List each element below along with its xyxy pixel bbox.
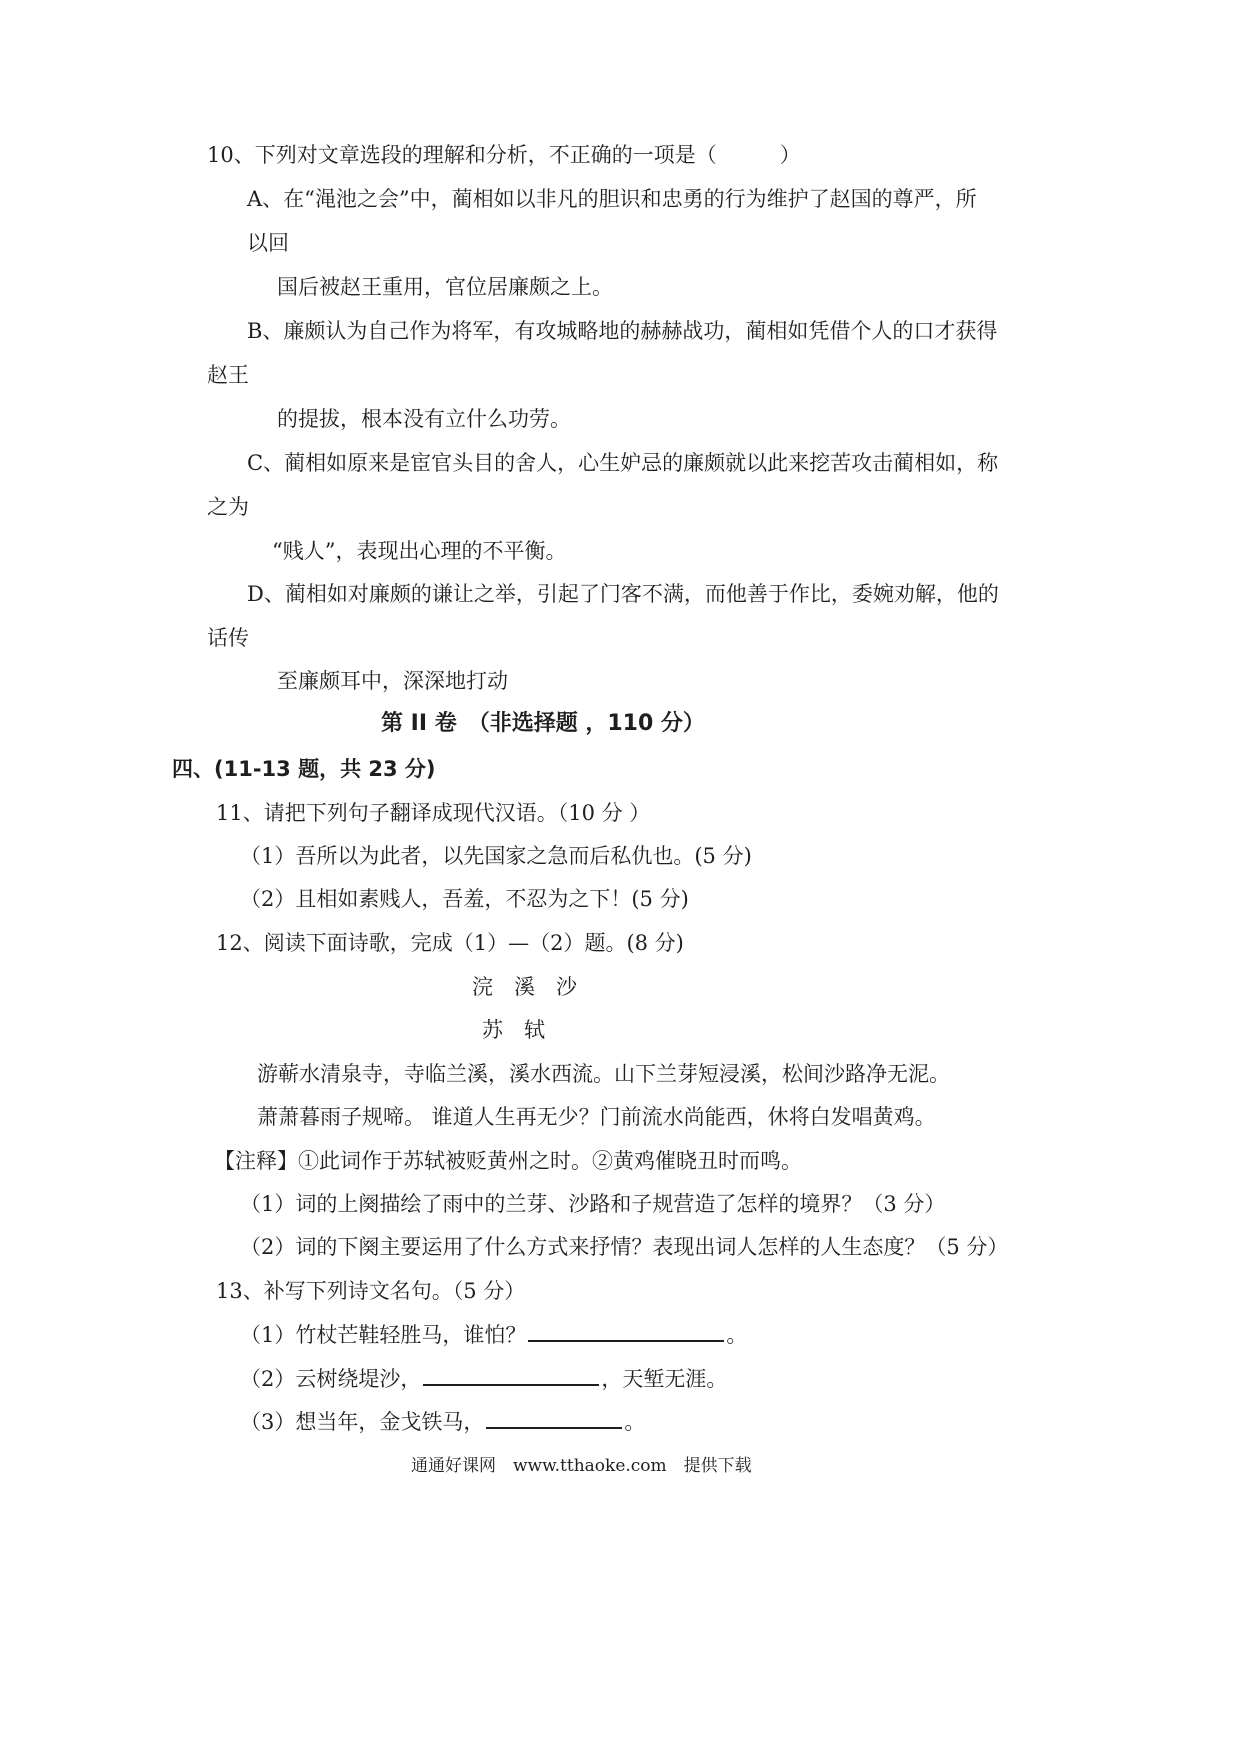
part-4-heading: 四、(11-13 题，共 23 分) <box>172 757 436 781</box>
q13-line-1 <box>240 1321 747 1349</box>
q12-stem: 12、阅读下面诗歌，完成（1）—（2）题。(8 分) <box>216 931 684 955</box>
q12-subquestion-2: （2）词的下阕主要运用了什么方式来抒情？表现出词人怎样的人生态度？（5 分） <box>240 1235 1009 1259</box>
poem-line-2: 萧萧暮雨子规啼。 谁道人生再无少？门前流水尚能西，休将白发唱黄鸡。 <box>257 1105 936 1129</box>
q10-option-d-line2: 话传 <box>207 626 249 650</box>
q10-option-b-line2: 赵王 <box>207 363 249 387</box>
fill-blank-3[interactable] <box>486 1409 622 1429</box>
q10-option-a-line1: A、在“渑池之会”中，蔺相如以非凡的胆识和忠勇的行为维护了赵国的尊严，所 <box>247 187 977 211</box>
q10-option-c-line1: C、蔺相如原来是宦官头目的舍人，心生妒忌的廉颇就以此来挖苦攻击蔺相如，称 <box>247 451 999 475</box>
q13-line-1-text: （1）竹杖芒鞋轻胜马，谁怕？ <box>240 1323 527 1347</box>
q10-option-d-line3: 至廉颇耳中，深深地打动 <box>277 669 508 693</box>
q10-option-a-line3: 国后被赵王重用，官位居廉颇之上。 <box>277 275 613 299</box>
q13-line-1-end: 。 <box>726 1323 748 1347</box>
poem-title: 浣 溪 沙 <box>472 975 577 999</box>
poem-author: 苏 轼 <box>482 1018 545 1042</box>
q13-line-3-end: 。 <box>624 1410 646 1434</box>
fill-blank-1[interactable] <box>528 1322 724 1342</box>
section-2-title: 第 II 卷 （非选择题 ，110 分） <box>381 711 705 736</box>
q10-option-c-line3: “贱人”，表现出心理的不平衡。 <box>272 539 567 563</box>
q11-stem: 11、请把下列句子翻译成现代汉语。（10 分 ） <box>216 801 651 825</box>
poem-line-1: 游蕲水清泉寺，寺临兰溪，溪水西流。山下兰芽短浸溪，松间沙路净无泥。 <box>257 1062 950 1086</box>
q11-sentence-2: （2）且相如素贱人，吾羞，不忍为之下！(5 分) <box>240 887 689 911</box>
q10-option-b-line3: 的提拔，根本没有立什么功劳。 <box>277 407 571 431</box>
q13-line-2-end: ，天堑无涯。 <box>601 1367 728 1391</box>
q10-option-c-line2: 之为 <box>207 495 249 519</box>
q13-line-2 <box>240 1365 727 1393</box>
q13-line-2-text: （2）云树绕堤沙， <box>240 1367 422 1391</box>
fill-blank-2[interactable] <box>423 1366 599 1386</box>
q10-option-b-line1: B、廉颇认为自己作为将军，有攻城略地的赫赫战功，蔺相如凭借个人的口才获得 <box>247 319 998 343</box>
q10-stem: 10、下列对文章选段的理解和分析，不正确的一项是（ ） <box>207 143 801 167</box>
poem-note: 【注释】①此词作于苏轼被贬黄州之时。②黄鸡催晓丑时而鸣。 <box>214 1149 802 1173</box>
q13-line-3-text: （3）想当年，金戈铁马， <box>240 1410 485 1434</box>
q10-option-a-line2: 以回 <box>247 231 289 255</box>
q10-option-d-line1: D、蔺相如对廉颇的谦让之举，引起了门客不满，而他善于作比，委婉劝解，他的 <box>247 582 999 606</box>
q11-sentence-1: （1）吾所以为此者，以先国家之急而后私仇也。(5 分) <box>240 844 752 868</box>
page-footer: 通通好课网 www.tthaoke.com 提供下载 <box>411 1456 752 1476</box>
q13-stem: 13、补写下列诗文名句。（5 分） <box>216 1279 526 1303</box>
q13-line-3 <box>240 1408 645 1436</box>
q12-subquestion-1: （1）词的上阕描绘了雨中的兰芽、沙路和子规营造了怎样的境界？（3 分） <box>240 1192 946 1216</box>
